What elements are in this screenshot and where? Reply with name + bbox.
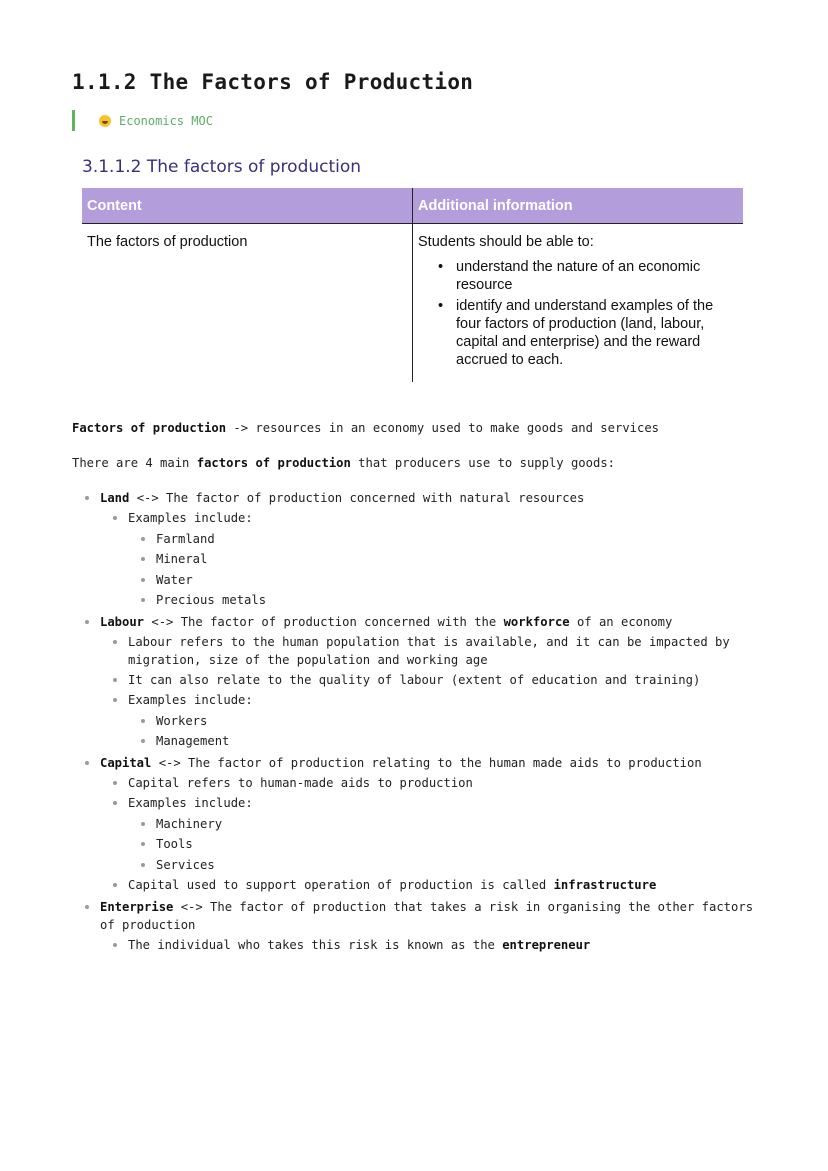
labour-examples-label: Examples include:	[128, 693, 253, 707]
spec-heading: 3.1.1.2 The factors of production	[82, 157, 362, 177]
spec-info-list	[418, 258, 738, 369]
capital-infra-bold: infrastructure	[553, 877, 657, 892]
list-item: Tools	[128, 835, 762, 853]
enterprise-subitems	[100, 936, 762, 954]
capital-infra-text: Capital used to support operation of production is called	[128, 877, 554, 892]
list-item: Machinery	[128, 815, 762, 833]
moc-callout	[72, 110, 213, 131]
list-item	[100, 794, 762, 874]
list-item	[100, 509, 762, 609]
land-examples	[128, 530, 762, 610]
note-body	[72, 419, 762, 958]
economics-moc-link[interactable]: Economics MOC	[119, 113, 213, 128]
spec-info-cell	[413, 224, 744, 383]
capital-examples-label: Examples include:	[128, 796, 253, 810]
spec-table	[82, 188, 743, 382]
list-item: Labour refers to the human population that is available, and it can be impacted by migration, size of the population and working age	[100, 633, 762, 669]
list-item: Farmland	[128, 530, 762, 548]
list-item: It can also relate to the quality of labour (extent of education and training)	[100, 671, 762, 689]
definition-paragraph	[72, 419, 762, 437]
factor-labour-desc: <-> The factor of production concerned with the	[144, 615, 504, 629]
factor-labour-bold: workforce	[503, 615, 570, 629]
spec-content-cell: The factors of production	[82, 224, 413, 383]
list-item: Workers	[128, 712, 762, 730]
factor-capital-name: Capital	[100, 756, 152, 770]
factor-labour-name: Labour	[100, 615, 145, 629]
labour-examples	[128, 712, 762, 751]
list-item: Mineral	[128, 550, 762, 568]
list-item: • understand the nature of an economic resource	[456, 258, 738, 294]
factors-list	[72, 489, 762, 954]
list-item	[100, 876, 762, 894]
intro-text-before: There are 4 main	[72, 456, 197, 470]
factor-land-name: Land	[100, 491, 130, 505]
factor-enterprise	[72, 898, 762, 954]
smiley-emoji-icon	[99, 115, 111, 127]
land-subitems	[100, 509, 762, 609]
capital-subitems	[100, 774, 762, 894]
enterprise-point-bold: entrepreneur	[502, 937, 591, 952]
enterprise-point-text: The individual who takes this risk is known as the	[128, 937, 503, 952]
list-item: Management	[128, 732, 762, 750]
land-examples-label: Examples include:	[128, 511, 253, 525]
labour-subitems	[100, 633, 762, 750]
factor-capital-desc: <-> The factor of production relating to the human made aids to production	[151, 756, 702, 770]
list-item: • identify and understand examples of the four factors of production (land, labour, capital and enterprise) and the reward accrued to each.	[456, 297, 738, 369]
list-item: Capital refers to human-made aids to production	[100, 774, 762, 792]
factor-enterprise-name: Enterprise	[100, 899, 174, 914]
spec-header-content: Content	[82, 188, 413, 224]
factor-labour	[72, 613, 762, 750]
list-item	[100, 691, 762, 750]
intro-text-after: that producers use to supply goods:	[350, 456, 615, 470]
intro-paragraph	[72, 454, 762, 472]
capital-examples	[128, 815, 762, 874]
definition-term: Factors of production	[72, 421, 227, 435]
definition-text: -> resources in an economy used to make goods and services	[226, 421, 660, 435]
intro-bold: factors of production	[196, 456, 351, 470]
page-title: 1.1.2 The Factors of Production	[72, 70, 474, 94]
factor-labour-desc-end: of an economy	[569, 615, 673, 629]
factor-land-desc: <-> The factor of production concerned with natural resources	[129, 491, 585, 505]
factor-enterprise-desc: <-> The factor of production that takes a risk in organising the other factors of production	[100, 899, 754, 932]
factor-land	[72, 489, 762, 609]
spec-header-additional-info: Additional information	[413, 188, 744, 224]
factor-capital	[72, 754, 762, 894]
list-item	[100, 936, 762, 954]
table-row	[82, 224, 743, 383]
spec-table-header-row	[82, 188, 743, 224]
list-item: Services	[128, 856, 762, 874]
list-item: Water	[128, 571, 762, 589]
list-item: Precious metals	[128, 591, 762, 609]
spec-info-intro: Students should be able to:	[418, 234, 594, 250]
